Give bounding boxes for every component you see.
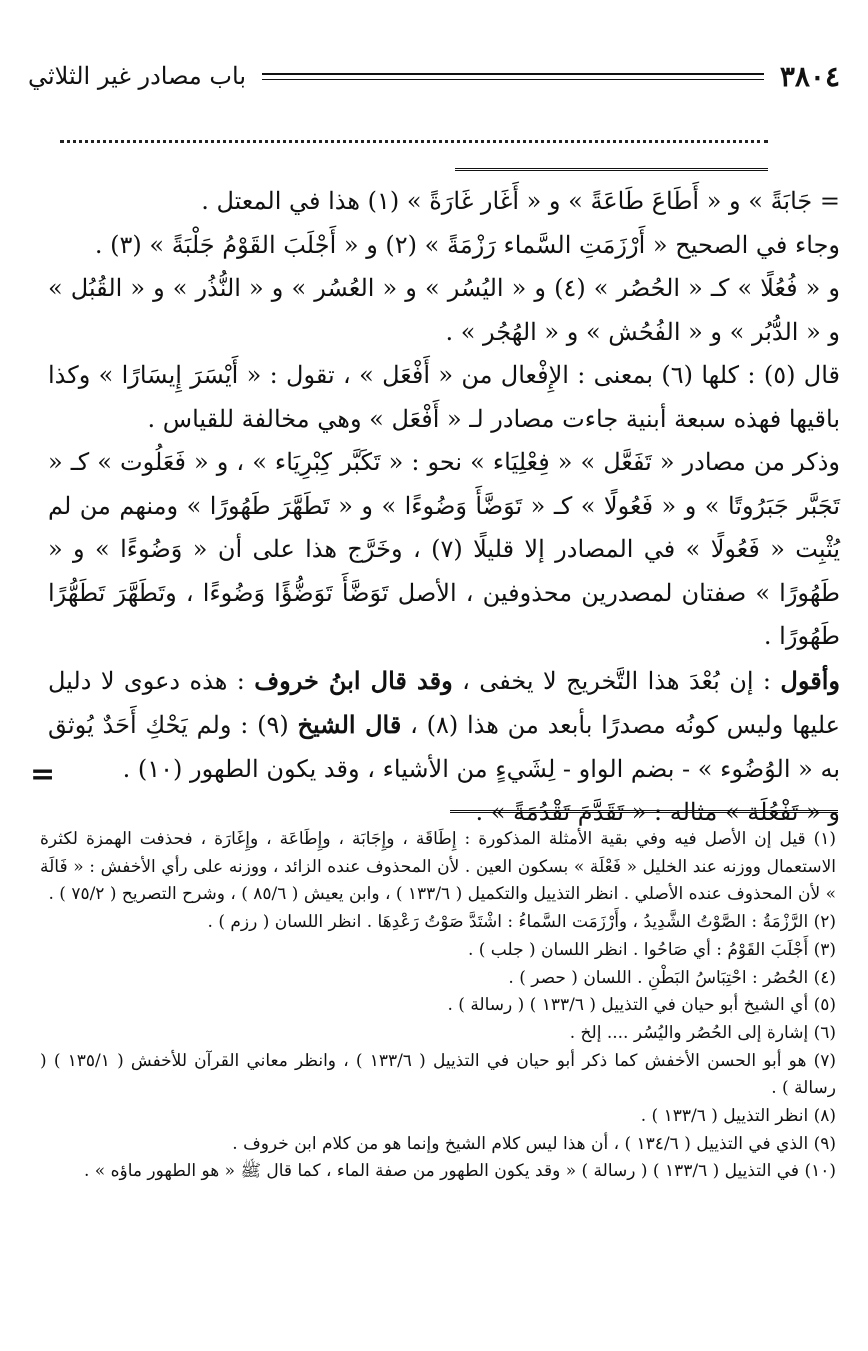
paragraph (48, 659, 840, 792)
footnote: (٧) هو أبو الحسن الأخفش كما ذكر أبو حيان في التذييل ( ١٣٣/٦ ) ، وانظر معاني القرآن للأخفش ( ١٣٥/١ ) ( رسالة ) . (40, 1050, 837, 1099)
text-run: : إن بُعْدَ هذا التَّخريج لا يخفى ، (452, 666, 781, 695)
footnotes (40, 826, 836, 1186)
text-run: : هذه دعوى لا دليل عليها وليس كونُه مصدرًا بأبعد من هذا (٨) ، (48, 666, 841, 739)
footnote: (٦) إشارة إلى الحُصُر واليُسُر .... إلخ . (569, 1022, 836, 1043)
bold-phrase: وأقول (780, 665, 840, 695)
dotted-separator (60, 140, 768, 143)
footnote: (٩) الذي في التذييل ( ١٣٤/٦ ) ، أن هذا ليس كلام الشيخ وإنما هو من كلام ابن خروف . (232, 1133, 836, 1154)
footnote: (١) قيل إن الأصل فيه وفي بقية الأمثلة المذكورة : إِطَاقَة ، وإِجَابَة ، وإِطَاعَة ، وإِغَارَة ، فحذفت الهمزة لكثرة الاستعمال ووزنه عند الخليل « فَعْلَة » بسكون العين . لأن المحذوف عنده الزائد ، ووزنه على رأي الأخفش : « فَالَة » لأن المحذوف عنده الأصلي . انظر التذييل والتكميل ( ١٣٣/٦ ) ، وابن يعيش ( ٨٥/٦ ) ، وشرح التصريح ( ٧٥/٢ ) . (40, 829, 836, 905)
paragraph: وذكر من مصادر « تَفَعَّل » « فِعْلِيَاء » نحو : « تَكَبَّر كِبْرِيَاء » ، و « فَعَلُوت » كـ « تَجَبَّر جَبَرُوتًا » و « فَعُولًا » كـ « تَوَضَّأَ وَضُوءًا » و « تَطَهَّرَ طَهُورًا » ومنهم من لم يُثْبِت « فَعُولًا » في المصادر إلا قليلًا (٧) ، وخَرَّج هذا على أن « وَضُوءًا » و « طَهُورًا » صفتان لمصدرين محذوفين ، الأصل تَوَضَّأَ تَوَضُّؤًا وَضُوءًا ، وتَطَهَّرَ تَطَهُّرًا طَهُورًا . (48, 448, 840, 650)
running-title: باب مصادر غير الثلاثي (28, 62, 246, 90)
footnote-rule (450, 810, 838, 813)
top-rule (455, 168, 768, 171)
paragraph: و « تَفْعُلَة » مثاله : « تَقَدَّمَ تَقْدُمَةً » . (475, 798, 840, 826)
page-number: ٣٨٠٤ (779, 59, 840, 93)
footnote: (٢) الرَّزْمَةُ : الصَّوْتُ الشَّدِيدُ ، وأَرْزَمَت السَّماءُ : اشْتَدَّ صَوْتُ رَعْدِهَا . انظر اللسان ( رزم ) . (207, 912, 836, 933)
continuation-mark: = (30, 757, 56, 792)
footnote: (٤) الحُصُر : احْتِبَاسُ البَطْنِ . اللسان ( حصر ) . (508, 967, 836, 988)
paragraph: وجاء في الصحيح « أَرْزَمَتِ السَّماء رَزْمَةً » (٢) و « أَجْلَبَ القَوْمُ جَلْبَةً » (٣) . (94, 230, 840, 259)
footnote: (٣) أَجْلَبَ القَوْمُ : أي صَاحُوا . انظر اللسان ( جلب ) . (467, 939, 836, 960)
paragraph: قال (٥) : كلها (٦) بمعنى : الإِفْعال من « أَفْعَل » ، تقول : « أَيْسَرَ إِيسَارًا » وكذا باقيها فهذه سبعة أبنية جاءت مصادر لـ « أَفْعَل » وهي مخالفة للقياس . (48, 361, 840, 433)
header-rule (262, 73, 764, 80)
footnote: (٥) أي الشيخ أبو حيان في التذييل ( ١٣٣/٦ ) ( رسالة ) . (447, 995, 836, 1016)
bold-phrase: وقد قال ابنُ خروف (254, 665, 453, 695)
footnote: (٨) انظر التذييل ( ١٣٣/٦ ) . (640, 1106, 836, 1127)
text-run: (٩) : ولم يَحْكِ أَحَدٌ يُوثق به « الوُضُوء » - بضم الواو - لِشَيءٍ من الأشياء ، وقد يكون الطهور (١٠) . (48, 711, 840, 783)
bold-phrase: قال الشيخ (297, 710, 402, 739)
page-header (28, 58, 840, 94)
paragraph: = جَابَةً » و « أَطَاعَ طَاعَةً » و « أَغَار غَارَةً » (١) هذا في المعتل . (201, 187, 840, 215)
paragraph: و « فُعُلًا » كـ « الحُصُر » (٤) و « اليُسُر » و « العُسُر » و « النُّذُر » و « القُبُل » و « الدُّبُر » و « الفُحُش » و « الهُجُر » . (48, 274, 840, 346)
main-text (48, 180, 840, 835)
footnote: (١٠) في التذييل ( ١٣٣/٦ ) ( رسالة ) « وقد يكون الطهور من صفة الماء ، كما قال ﷺ « هو الطهور ماؤه » . (84, 1161, 836, 1182)
